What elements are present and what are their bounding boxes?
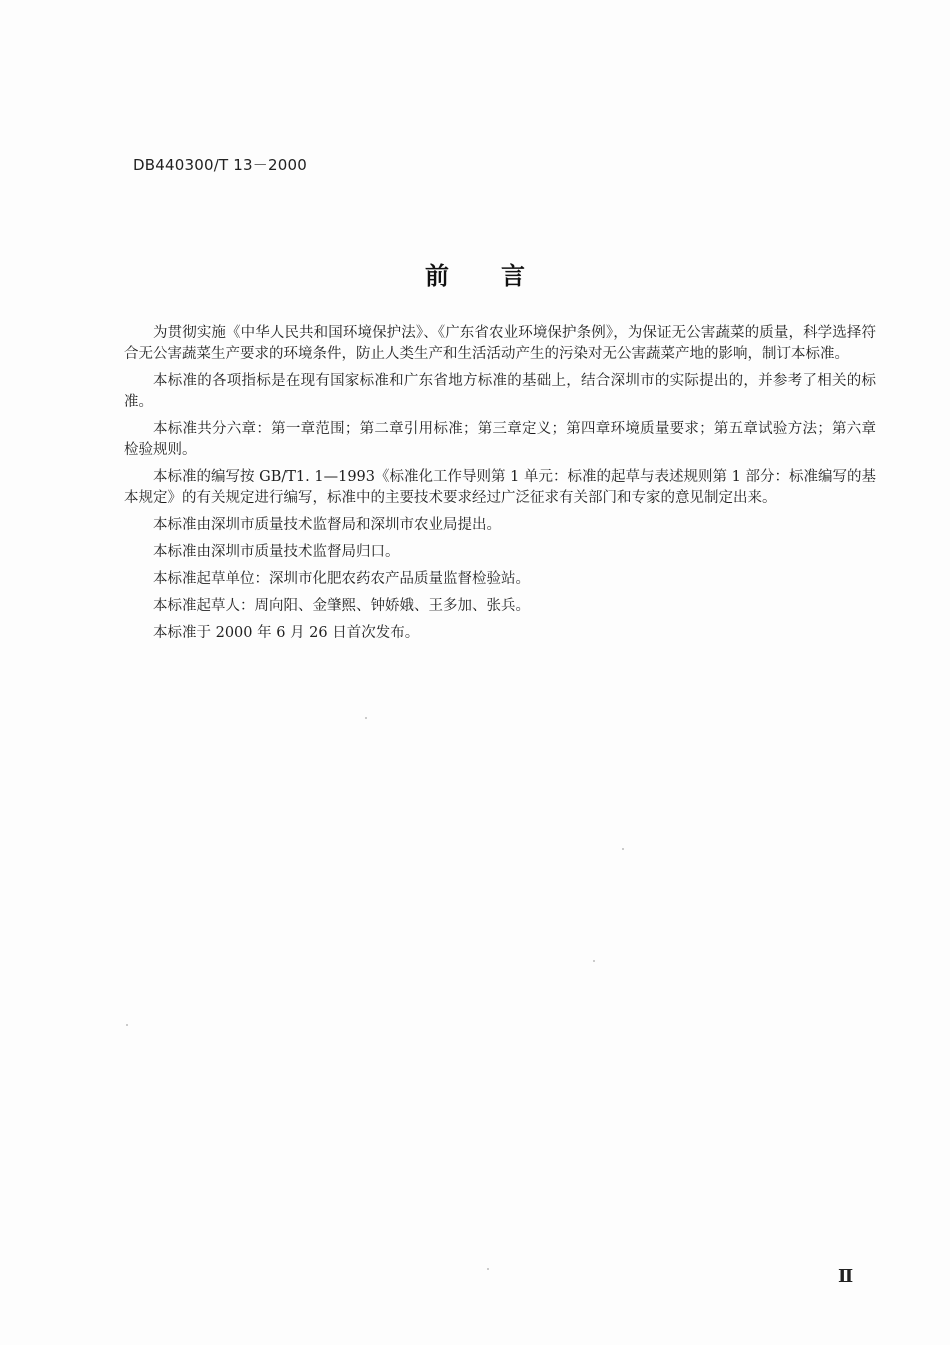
paragraph: 本标准由深圳市质量技术监督局和深圳市农业局提出。 <box>153 517 501 533</box>
scan-speck <box>365 717 367 719</box>
scan-speck <box>593 960 595 962</box>
page-number: Ⅱ <box>838 1266 854 1287</box>
standard-code: DB440300/T 13－2000 <box>133 156 307 174</box>
paragraph: 本标准由深圳市质量技术监督局归口。 <box>153 544 400 560</box>
paragraph: 本标准于 2000 年 6 月 26 日首次发布。 <box>153 625 420 641</box>
scan-speck <box>622 848 624 850</box>
page-title: 前言 <box>425 262 577 290</box>
paragraph: 本标准起草单位：深圳市化肥农药农产品质量监督检验站。 <box>153 571 530 587</box>
foreword-body <box>124 323 876 650</box>
paragraph: 本标准的各项指标是在现有国家标准和广东省地方标准的基础上，结合深圳市的实际提出的，并参考了相关的标准。 <box>124 373 876 410</box>
scan-speck <box>487 1268 489 1270</box>
scan-speck <box>126 1024 128 1026</box>
paragraph: 为贯彻实施《中华人民共和国环境保护法》、《广东省农业环境保护条例》，为保证无公害蔬菜的质量，科学选择符合无公害蔬菜生产要求的环境条件，防止人类生产和生活活动产生的污染对无公害蔬菜产地的影响，制订本标准。 <box>124 325 876 362</box>
paragraph: 本标准共分六章：第一章范围；第二章引用标准；第三章定义；第四章环境质量要求；第五章试验方法；第六章检验规则。 <box>124 421 876 458</box>
paragraph: 本标准的编写按 GB/T1. 1—1993《标准化工作导则第 1 单元：标准的起草与表述规则第 1 部分：标准编写的基本规定》的有关规定进行编写，标准中的主要技术要求经过广泛征求有关部门和专家的意见制定出来。 <box>124 469 876 506</box>
paragraph: 本标准起草人：周向阳、金肇熙、钟娇娥、王多加、张兵。 <box>153 598 530 614</box>
